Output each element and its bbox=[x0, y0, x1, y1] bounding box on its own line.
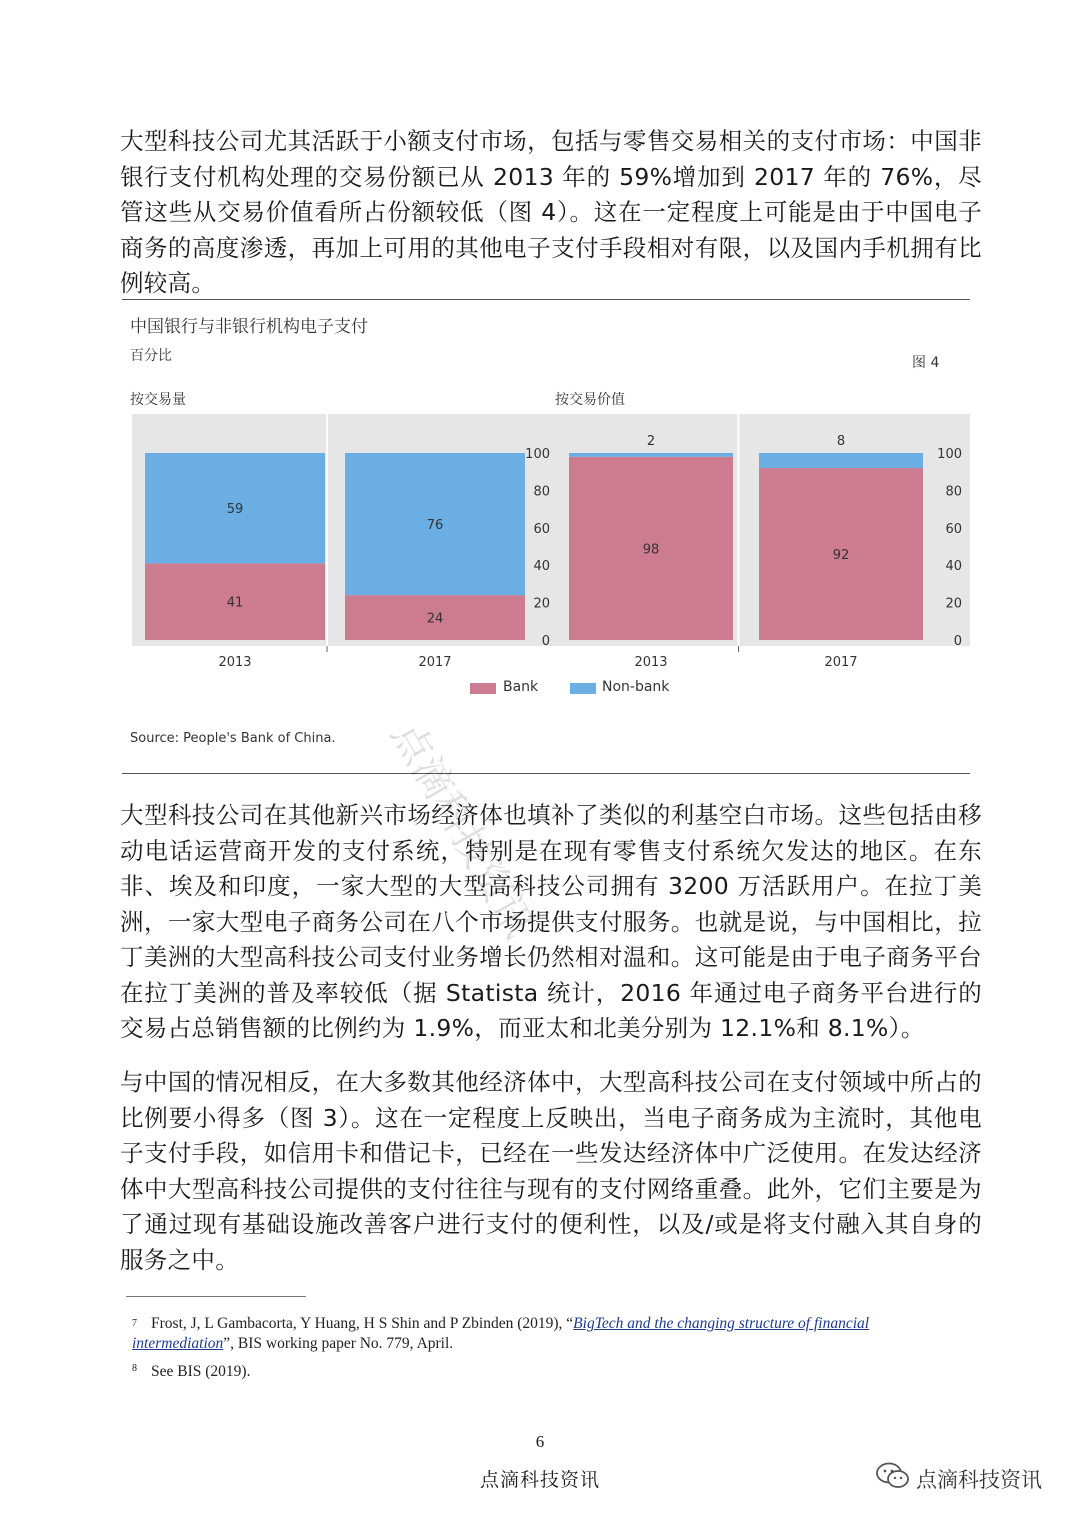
x-tick-label: 2017 bbox=[418, 655, 452, 670]
footer-brand: 点滴科技资讯 bbox=[479, 1469, 600, 1491]
y-tick-label: 60 bbox=[945, 521, 962, 537]
x-tick-label: 2017 bbox=[824, 655, 858, 670]
footnote-8-text: See BIS (2019). bbox=[151, 1363, 251, 1380]
wechat-icon bbox=[876, 1462, 910, 1495]
footnote-rule bbox=[126, 1296, 306, 1297]
figure-label: 图 4 bbox=[912, 355, 940, 371]
y-tick-label: 0 bbox=[953, 634, 962, 649]
y-tick-label: 40 bbox=[945, 559, 962, 575]
footnote-7 bbox=[132, 1314, 952, 1354]
x-tick-label: 2013 bbox=[634, 655, 668, 670]
panel-value bbox=[555, 414, 970, 670]
data-label: 24 bbox=[426, 611, 444, 627]
wechat-account[interactable] bbox=[876, 1462, 1042, 1495]
legend-nonbank-swatch bbox=[570, 683, 596, 694]
data-label: 59 bbox=[226, 502, 244, 518]
bar-non-bank-2013 bbox=[569, 453, 733, 457]
figure-title: 中国银行与非银行机构电子支付 bbox=[130, 317, 368, 337]
y-tick-label: 100 bbox=[937, 447, 962, 462]
watermark-text: 点滴科技资讯 bbox=[382, 714, 543, 946]
footnote-7-suffix: ”, BIS working paper No. 779, April. bbox=[223, 1335, 454, 1352]
y-tick-label: 0 bbox=[541, 634, 550, 649]
x-tick-label: 2013 bbox=[218, 655, 252, 670]
data-label: 8 bbox=[836, 434, 846, 449]
footnote-7-link[interactable]: BigTech and the changing structure of financial intermediation bbox=[132, 1315, 870, 1352]
data-label: 92 bbox=[832, 547, 850, 563]
wechat-label: 点滴科技资讯 bbox=[916, 1467, 1042, 1492]
figure-unit: 百分比 bbox=[130, 348, 172, 364]
body-paragraph-2: 大型科技公司在其他新兴市场经济体也填补了类似的利基空白市场。这些包括由移动电话运营商开发的支付系统，特别是在现有零售支付系统欠发达的地区。在东非、埃及和印度，一家大型的大型高科技公司拥有 3200 万活跃用户。在拉丁美洲，一家大型电子商务公司在八个市场提供支付服务。也就是说，与中国相比，拉丁美洲的大型高科技公司支付业务增长仍然相对温和。这可能是由于电子商务平台在拉丁美洲的普及率较低（据 Statista 统计，2016 年通过电子商务平台进行的交易占总销售额的比例约为 1.9%，而亚太和北美分别为 12.1%和 8.1%）。 bbox=[120, 801, 982, 1042]
body-paragraph-1: 大型科技公司尤其活跃于小额支付市场，包括与零售交易相关的支付市场：中国非银行支付机构处理的交易份额已从 2013 年的 59%增加到 2017 年的 76%，尽管这些从交易价值看所占份额较低（图 4）。这在一定程度上可能是由于中国电子商务的高度渗透，再加上可用的其他电子支付手段相对有限，以及国内手机拥有比例较高。 bbox=[120, 127, 982, 297]
figure-source: Source: People's Bank of China. bbox=[130, 731, 336, 746]
y-tick-label: 20 bbox=[533, 596, 550, 612]
legend-bank-label: Bank bbox=[503, 679, 539, 695]
legend-bank-swatch bbox=[470, 683, 496, 694]
page-number: 6 bbox=[535, 1432, 545, 1451]
y-tick-label: 80 bbox=[945, 484, 962, 500]
y-tick-label: 40 bbox=[533, 559, 550, 575]
stacked-bar-charts bbox=[120, 408, 980, 678]
data-label: 41 bbox=[226, 595, 244, 611]
footnote-7-prefix: Frost, J, L Gambacorta, Y Huang, H S Shin and P Zbinden (2019), “ bbox=[151, 1315, 574, 1332]
data-label: 98 bbox=[642, 542, 660, 558]
panel-title-volume: 按交易量 bbox=[130, 392, 186, 408]
data-label: 2 bbox=[646, 434, 656, 449]
footnote-8 bbox=[132, 1363, 250, 1381]
footnote-7-number: 7 bbox=[132, 1318, 137, 1329]
panel-title-value: 按交易价值 bbox=[555, 392, 625, 408]
y-tick-label: 80 bbox=[533, 484, 550, 500]
panel-volume bbox=[132, 414, 558, 670]
figure-bottom-rule bbox=[122, 773, 970, 774]
y-tick-label: 20 bbox=[945, 596, 962, 612]
y-tick-label: 60 bbox=[533, 521, 550, 537]
body-paragraph-3: 与中国的情况相反，在大多数其他经济体中，大型高科技公司在支付领域中所占的比例要小得多（图 3）。这在一定程度上反映出，当电子商务成为主流时，其他电子支付手段，如信用卡和借记卡，已经在一些发达经济体中广泛使用。在发达经济体中大型高科技公司提供的支付往往与现有的支付网络重叠。此外，它们主要是为了通过现有基础设施改善客户进行支付的便利性，以及/或是将支付融入其自身的服务之中。 bbox=[120, 1068, 982, 1274]
figure-top-rule bbox=[122, 299, 970, 300]
footnote-8-number: 8 bbox=[132, 1363, 137, 1374]
data-label: 76 bbox=[426, 518, 444, 534]
legend-nonbank-label: Non-bank bbox=[602, 679, 670, 695]
y-tick-label: 100 bbox=[525, 447, 550, 462]
bar-non-bank-2017 bbox=[759, 453, 923, 468]
